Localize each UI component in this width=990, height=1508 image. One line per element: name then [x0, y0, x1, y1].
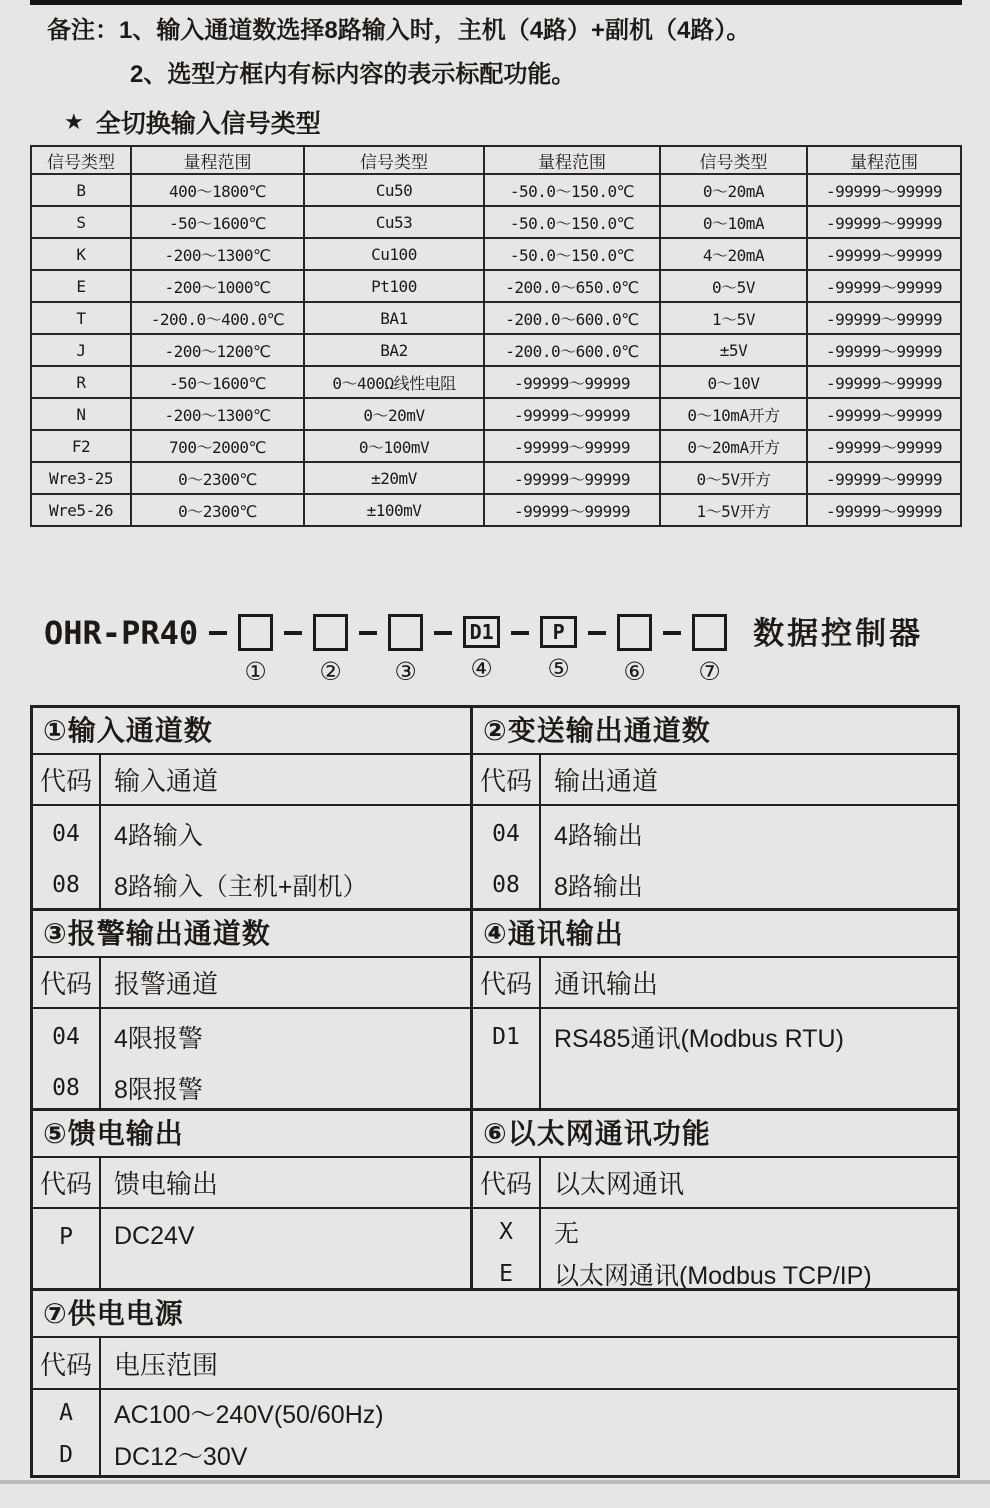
- section-power-supply: [33, 1288, 957, 1475]
- option-code: D: [59, 1442, 73, 1468]
- option-row: [473, 1253, 957, 1288]
- range-cell: -99999～99999: [807, 174, 961, 206]
- signal-type-cell: Wre3-25: [31, 462, 131, 494]
- model-slot: [348, 614, 423, 685]
- signal-type-cell: Cu50: [304, 174, 484, 206]
- slot-column: [692, 614, 727, 685]
- model-suffix: 数据控制器: [753, 616, 924, 651]
- signal-range-table: [30, 145, 962, 527]
- table-row: [31, 302, 961, 334]
- section-body: [33, 1009, 470, 1108]
- range-cell: -200～1300℃: [131, 238, 304, 270]
- option-desc: DC12～30V: [114, 1443, 248, 1471]
- slot-column: [313, 614, 348, 685]
- range-cell: -200.0～600.0℃: [484, 302, 660, 334]
- signal-type-cell: S: [31, 206, 131, 238]
- signal-type-cell: B: [31, 174, 131, 206]
- range-cell: -99999～99999: [807, 270, 961, 302]
- range-cell: -99999～99999: [807, 334, 961, 366]
- section-ethernet-communication: [470, 1108, 957, 1288]
- signal-type-cell: BA1: [304, 302, 484, 334]
- option-code: 04: [52, 1023, 80, 1050]
- slot-number: ⑤: [547, 655, 570, 683]
- table-row: [31, 174, 961, 206]
- code-header: 代码: [33, 1158, 101, 1207]
- col-header-signal-type-2: 信号类型: [304, 146, 484, 174]
- section-body: [473, 1209, 957, 1288]
- signal-type-cell: BA2: [304, 334, 484, 366]
- slot-column: [238, 614, 273, 685]
- signal-type-cell: 0～20mA开方: [660, 430, 807, 462]
- signal-type-cell: 1～5V: [660, 302, 807, 334]
- table-row: [31, 238, 961, 270]
- signal-type-cell: 0～100mV: [304, 430, 484, 462]
- option-row: [473, 808, 957, 859]
- table-row: [31, 366, 961, 398]
- model-slots: [198, 614, 727, 685]
- signal-type-cell: Wre5-26: [31, 494, 131, 526]
- note-item-1: 1、输入通道数选择8路输入时，主机（4路）+副机（4路）。: [119, 17, 751, 44]
- range-cell: -99999～99999: [807, 462, 961, 494]
- code-header: 代码: [33, 755, 101, 804]
- dash-separator: [663, 631, 681, 635]
- signal-type-cell: 0～10mA开方: [660, 398, 807, 430]
- range-cell: -99999～99999: [807, 302, 961, 334]
- section-body: [33, 1390, 957, 1475]
- option-code: P: [59, 1223, 73, 1250]
- option-desc: 8路输入（主机+副机）: [114, 872, 368, 901]
- selection-tables: [30, 705, 960, 1478]
- option-desc: 以太网通讯(Modbus TCP/IP): [554, 1262, 872, 1288]
- option-row: [33, 1211, 470, 1262]
- range-cell: -99999～99999: [484, 462, 660, 494]
- signal-type-cell: ±100mV: [304, 494, 484, 526]
- star-icon: ★: [64, 109, 84, 134]
- range-cell: -200～1000℃: [131, 270, 304, 302]
- code-header: 代码: [473, 1158, 541, 1207]
- col-header-signal-type-3: 信号类型: [660, 146, 807, 174]
- section-body: [473, 1009, 957, 1108]
- table-row: [31, 270, 961, 302]
- range-cell: -50.0～150.0℃: [484, 174, 660, 206]
- code-box: [692, 614, 727, 651]
- model-slot: [652, 614, 727, 685]
- option-row: [33, 859, 470, 908]
- slot-number: ②: [319, 658, 342, 686]
- desc-header: 馈电输出: [114, 1169, 219, 1199]
- code-header: 代码: [473, 755, 541, 804]
- slot-number: ①: [244, 658, 267, 686]
- table-row: [31, 494, 961, 526]
- slot-column: [463, 614, 500, 682]
- range-cell: -99999～99999: [807, 366, 961, 398]
- section-feed-power-output: [33, 1108, 470, 1288]
- dash-separator: [284, 631, 302, 635]
- range-cell: -200.0～600.0℃: [484, 334, 660, 366]
- desc-header: 电压范围: [114, 1349, 219, 1380]
- section-transmit-output-channels: [470, 708, 957, 908]
- col-header-range-1: 量程范围: [131, 146, 304, 174]
- below-page-strip: [0, 1484, 990, 1508]
- desc-header: 通讯输出: [554, 969, 659, 999]
- section-header-row: [473, 755, 957, 806]
- range-cell: -50～1600℃: [131, 206, 304, 238]
- notes-label: 备注：: [47, 17, 119, 44]
- signal-type-cell: 4～20mA: [660, 238, 807, 270]
- signal-type-cell: Cu100: [304, 238, 484, 270]
- option-code: 08: [52, 871, 80, 898]
- model-slot: [500, 614, 577, 685]
- signal-type-cell: E: [31, 270, 131, 302]
- range-cell: -50～1600℃: [131, 366, 304, 398]
- option-code: D1: [492, 1023, 520, 1050]
- signal-type-cell: 0～20mV: [304, 398, 484, 430]
- slot-column: [617, 614, 652, 685]
- model-ordering-code: [44, 614, 923, 685]
- option-row: [33, 808, 470, 859]
- range-cell: -200～1200℃: [131, 334, 304, 366]
- section-body: [33, 1209, 470, 1288]
- option-code: 08: [52, 1074, 80, 1101]
- option-row: [473, 1011, 957, 1062]
- option-code: 04: [492, 820, 520, 847]
- slot-number: ⑥: [623, 658, 646, 686]
- section-header-row: [33, 1338, 957, 1390]
- option-row: [33, 1062, 470, 1108]
- section-title: ①输入通道数: [33, 708, 470, 755]
- model-slot: [577, 614, 652, 685]
- option-code: X: [499, 1219, 513, 1245]
- option-desc: 8路输出: [554, 872, 643, 901]
- signal-types-heading: [64, 104, 321, 140]
- code-header: 代码: [33, 1338, 101, 1388]
- option-desc: 8限报警: [114, 1075, 203, 1104]
- signal-type-cell: Pt100: [304, 270, 484, 302]
- signal-type-cell: R: [31, 366, 131, 398]
- range-cell: 700～2000℃: [131, 430, 304, 462]
- dash-separator: [588, 631, 606, 635]
- note-line-1: [47, 16, 947, 46]
- option-code: 08: [492, 871, 520, 898]
- model-slot: [423, 614, 500, 685]
- desc-header: 以太网通讯: [554, 1169, 685, 1199]
- section-input-channels: [33, 708, 470, 908]
- slot-number: ③: [394, 658, 417, 686]
- signal-type-cell: 1～5V开方: [660, 494, 807, 526]
- signal-table-header: [31, 146, 961, 174]
- signal-type-cell: 0～5V开方: [660, 462, 807, 494]
- desc-header: 输入通道: [114, 766, 219, 796]
- dash-separator: [359, 631, 377, 635]
- option-code: E: [499, 1261, 513, 1287]
- signal-type-cell: 0～10mA: [660, 206, 807, 238]
- section-title: ③报警输出通道数: [33, 911, 470, 958]
- code-box: [313, 614, 348, 651]
- range-cell: -99999～99999: [807, 494, 961, 526]
- section-title: ⑤馈电输出: [33, 1111, 470, 1158]
- code-box: [617, 614, 652, 651]
- option-row: [473, 859, 957, 908]
- option-desc: 4路输入: [114, 821, 203, 850]
- option-row: [33, 1011, 470, 1062]
- col-header-range-3: 量程范围: [807, 146, 961, 174]
- range-cell: -99999～99999: [807, 430, 961, 462]
- range-cell: -50.0～150.0℃: [484, 238, 660, 270]
- code-box: D1: [463, 616, 500, 648]
- signal-type-cell: Cu53: [304, 206, 484, 238]
- code-header: 代码: [33, 958, 101, 1007]
- range-cell: 0～2300℃: [131, 494, 304, 526]
- range-cell: -99999～99999: [484, 494, 660, 526]
- dash-separator: [511, 631, 529, 635]
- signal-type-cell: ±5V: [660, 334, 807, 366]
- option-desc: 4限报警: [114, 1024, 203, 1053]
- section-header-row: [473, 1158, 957, 1209]
- range-cell: -99999～99999: [484, 430, 660, 462]
- slot-column: [388, 614, 423, 685]
- option-code: 04: [52, 820, 80, 847]
- col-header-signal-type-1: 信号类型: [31, 146, 131, 174]
- code-box: [238, 614, 273, 651]
- section-header-row: [33, 958, 470, 1009]
- dash-separator: [434, 631, 452, 635]
- desc-header: 输出通道: [554, 766, 659, 796]
- range-cell: -99999～99999: [807, 206, 961, 238]
- table-row: [31, 462, 961, 494]
- table-row: [31, 206, 961, 238]
- section-header-row: [33, 1158, 470, 1209]
- slot-number: ⑦: [698, 658, 721, 686]
- note-item-2: 2、选型方框内有标内容的表示标配功能。: [130, 61, 576, 88]
- signal-type-cell: T: [31, 302, 131, 334]
- signal-type-cell: 0～5V: [660, 270, 807, 302]
- col-header-range-2: 量程范围: [484, 146, 660, 174]
- section-title: ②变送输出通道数: [473, 708, 957, 755]
- option-code: A: [59, 1400, 73, 1426]
- range-cell: 0～2300℃: [131, 462, 304, 494]
- option-row: [33, 1392, 957, 1434]
- range-cell: -200.0～400.0℃: [131, 302, 304, 334]
- option-desc: RS485通讯(Modbus RTU): [554, 1024, 844, 1053]
- range-cell: -99999～99999: [807, 238, 961, 270]
- signal-type-cell: F2: [31, 430, 131, 462]
- section-title: ⑦供电电源: [33, 1291, 957, 1338]
- section-header-row: [473, 958, 957, 1009]
- section-title: ⑥以太网通讯功能: [473, 1111, 957, 1158]
- table-row: [31, 430, 961, 462]
- signal-type-cell: 0～400Ω线性电阻: [304, 366, 484, 398]
- table-row: [31, 334, 961, 366]
- model-slot: [273, 614, 348, 685]
- range-cell: -200～1300℃: [131, 398, 304, 430]
- option-row: [33, 1434, 957, 1475]
- signal-type-cell: 0～10V: [660, 366, 807, 398]
- slot-number: ④: [470, 655, 493, 683]
- option-desc: 4路输出: [554, 821, 643, 850]
- section-communication-output: [470, 908, 957, 1108]
- code-box: P: [540, 616, 577, 648]
- model-prefix: OHR-PR40: [44, 614, 199, 652]
- top-crop-bar: [30, 0, 962, 5]
- signal-type-cell: J: [31, 334, 131, 366]
- signal-type-cell: ±20mV: [304, 462, 484, 494]
- option-desc: 无: [554, 1220, 580, 1248]
- section-body: [473, 806, 957, 908]
- slot-column: [540, 614, 577, 682]
- range-cell: -99999～99999: [807, 398, 961, 430]
- range-cell: -99999～99999: [484, 366, 660, 398]
- signal-type-cell: 0～20mA: [660, 174, 807, 206]
- range-cell: -99999～99999: [484, 398, 660, 430]
- signal-type-cell: N: [31, 398, 131, 430]
- signal-type-cell: K: [31, 238, 131, 270]
- code-box: [388, 614, 423, 651]
- section-header-row: [33, 755, 470, 806]
- section-alarm-output-channels: [33, 908, 470, 1108]
- desc-header: 报警通道: [114, 969, 219, 999]
- signal-types-heading-text: 全切换输入信号类型: [95, 110, 321, 138]
- option-desc: AC100～240V(50/60Hz): [114, 1401, 384, 1429]
- option-row: [473, 1211, 957, 1253]
- model-slot: [198, 614, 273, 685]
- section-title: ④通讯输出: [473, 911, 957, 958]
- notes-block: [47, 16, 947, 90]
- code-header: 代码: [473, 958, 541, 1007]
- dash-separator: [209, 631, 227, 635]
- table-row: [31, 398, 961, 430]
- range-cell: -200.0～650.0℃: [484, 270, 660, 302]
- signal-table-body: [31, 174, 961, 526]
- section-body: [33, 806, 470, 908]
- range-cell: 400～1800℃: [131, 174, 304, 206]
- option-desc: DC24V: [114, 1222, 195, 1250]
- range-cell: -50.0～150.0℃: [484, 206, 660, 238]
